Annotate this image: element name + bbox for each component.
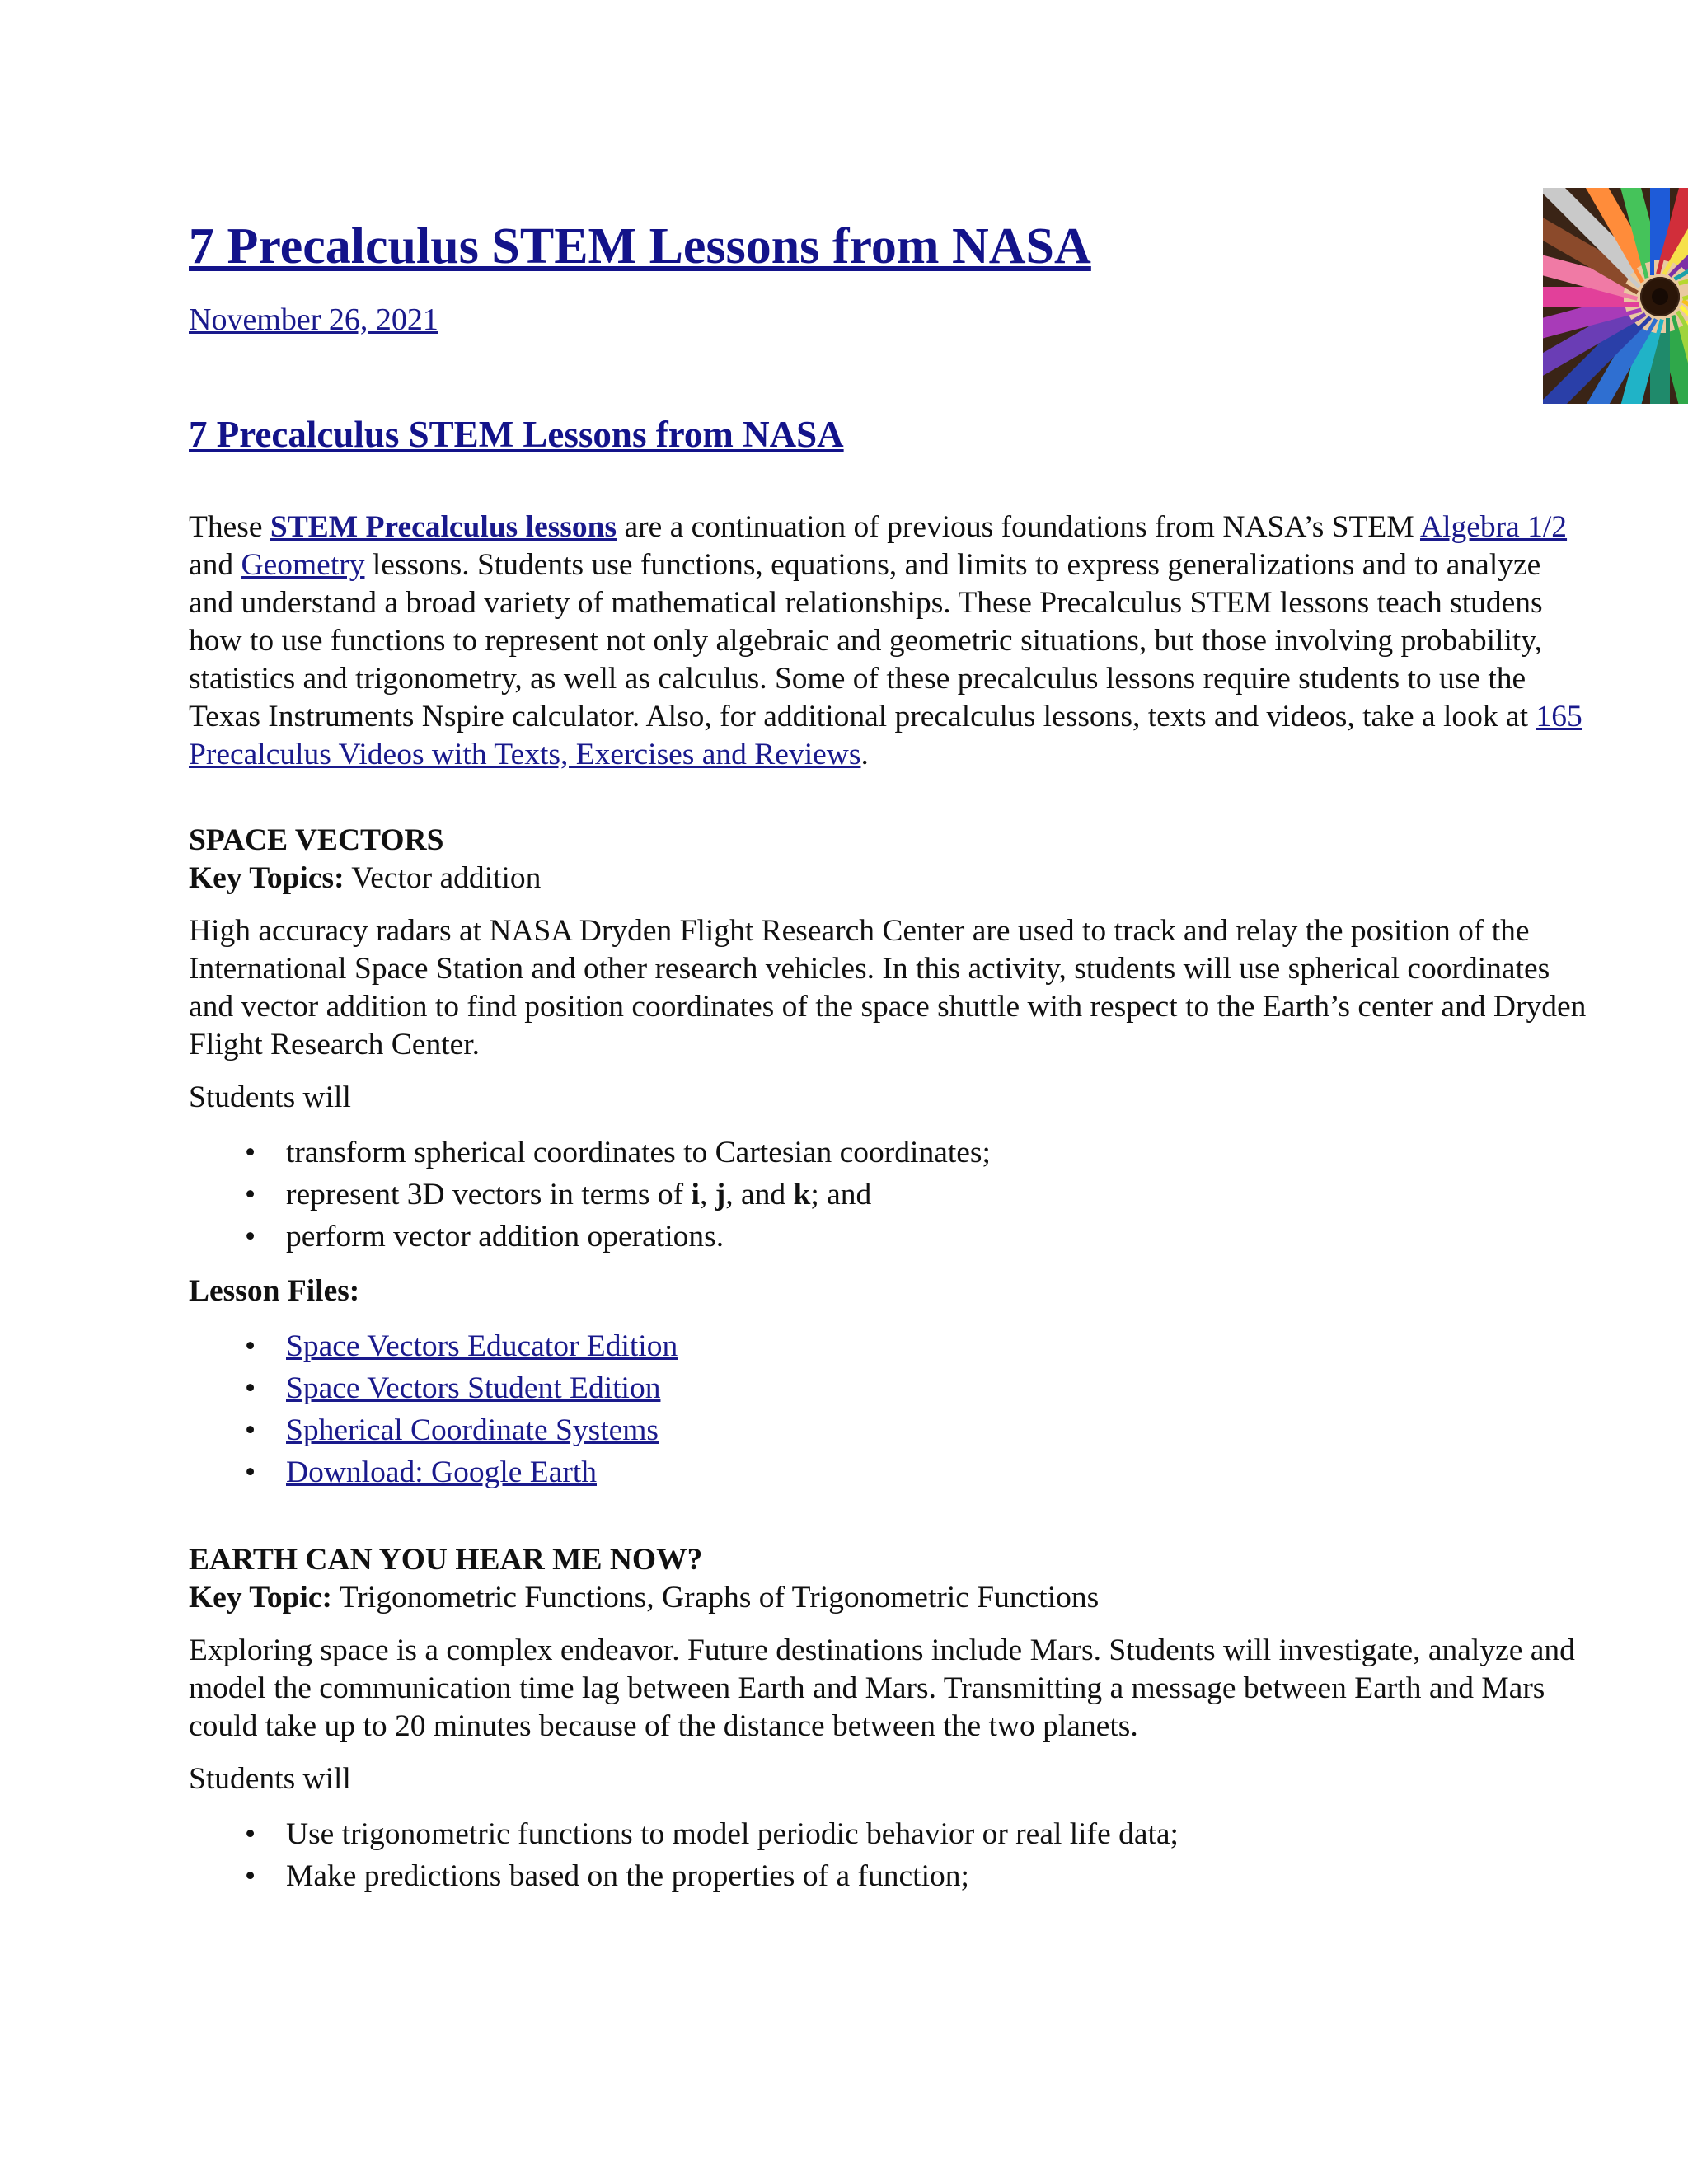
- intro-text-4: lessons. Students use functions, equations, and limits to express generalizations and to analyze and understand a broad variety of mathematical relationships. These Precalculus STEM lessons teach studens how to use functions to represent not only algebraic and geometric situations, but those involving probability, statistics and trigonometry, as well as calculus. Some of these precalculus lessons require students to use the Texas Instruments Nspire calculator. Also, for additional precalculus lessons, texts and videos, take a look at: [189, 548, 1543, 733]
- spherical-coordinate-systems-link[interactable]: Spherical Coordinate Systems: [286, 1413, 659, 1447]
- section-heading-earth: EARTH CAN YOU HEAR ME NOW?: [189, 1543, 703, 1577]
- list-item: [286, 1409, 1590, 1451]
- section-heading-space-vectors: SPACE VECTORS: [189, 823, 444, 857]
- vector-i: i: [691, 1178, 700, 1212]
- page-title: [189, 216, 1091, 277]
- lesson-files-label: Lesson Files:: [189, 1274, 360, 1308]
- vector-k: k: [793, 1178, 811, 1212]
- space-vectors-student-edition-link[interactable]: Space Vectors Student Edition: [286, 1371, 661, 1405]
- intro-text-2: are a continuation of previous foundations from NASA’s STEM: [617, 510, 1420, 544]
- vector-j: j: [715, 1178, 726, 1212]
- key-topic-label: Key Topic:: [189, 1581, 332, 1615]
- objective-text: ; and: [810, 1178, 872, 1212]
- earth-objectives: [189, 1813, 1590, 1897]
- article-subtitle-link[interactable]: 7 Precalculus STEM Lessons from NASA: [189, 414, 844, 455]
- list-item: [286, 1174, 1590, 1216]
- algebra-link[interactable]: Algebra 1/2: [1419, 510, 1568, 544]
- list-item: [286, 1451, 1590, 1493]
- students-will-label: Students will: [189, 1762, 351, 1796]
- earth-description: Exploring space is a complex endeavor. Future destinations include Mars. Students will investigate, analyze and model the communication time lag between Earth and Mars. Transmitting a message between Earth and Mars could take up to 20 minutes because of the distance between the two planets.: [189, 1633, 1575, 1743]
- space-vectors-objectives: [189, 1132, 1590, 1258]
- list-item: [286, 1325, 1590, 1367]
- intro-text-1: These: [189, 510, 270, 544]
- list-item: • Use trigonometric functions to model periodic behavior or real life data;: [286, 1813, 1590, 1855]
- list-item: • Make predictions based on the properties of a function;: [286, 1855, 1590, 1897]
- key-topic-value: Trigonometric Functions, Graphs of Trigonometric Functions: [332, 1581, 1100, 1615]
- list-item: • transform spherical coordinates to Cartesian coordinates;: [286, 1132, 1590, 1174]
- key-topics-value: Vector addition: [344, 861, 542, 895]
- space-vectors-educator-edition-link[interactable]: Space Vectors Educator Edition: [286, 1329, 678, 1363]
- intro-paragraph: [189, 509, 1590, 774]
- precalculus-videos-link[interactable]: 165 Precalculus Videos with Texts, Exercises and Reviews: [189, 700, 1582, 771]
- list-item: • perform vector addition operations.: [286, 1216, 1590, 1258]
- post-date-link[interactable]: November 26, 2021: [189, 302, 438, 337]
- key-topics-label: Key Topics:: [189, 861, 345, 895]
- students-will-label: Students will: [189, 1080, 351, 1114]
- page-title-link[interactable]: 7 Precalculus STEM Lessons from NASA: [189, 218, 1091, 274]
- list-item: [286, 1367, 1590, 1409]
- space-vectors-description: High accuracy radars at NASA Dryden Flight Research Center are used to track and relay the position of the International Space Station and other research vehicles. In this activity, students will use spherical coordinates and vector addition to find position coordinates of the space shuttle with respect to the Earth’s center and Dryden Flight Research Center.: [189, 914, 1587, 1062]
- objective-sep: ,: [699, 1178, 715, 1212]
- colored-pencils-image: [1543, 188, 1688, 404]
- stem-precalculus-lessons-link[interactable]: STEM Precalculus lessons: [270, 510, 617, 544]
- objective-text: represent 3D vectors in terms of: [286, 1178, 692, 1212]
- key-topics: [189, 860, 1590, 898]
- intro-text-5: .: [860, 738, 869, 771]
- colored-pencils-illustration: [1543, 188, 1688, 404]
- key-topic: [189, 1579, 1590, 1617]
- article-subtitle: [189, 412, 844, 457]
- article-content: [189, 509, 1590, 1912]
- pencil-tip: [1679, 288, 1688, 292]
- lesson-files-list: [189, 1325, 1590, 1493]
- objective-sep: , and: [725, 1178, 794, 1212]
- download-google-earth-link[interactable]: Download: Google Earth: [286, 1455, 597, 1489]
- intro-text-3: and: [189, 548, 241, 582]
- geometry-link[interactable]: Geometry: [241, 548, 365, 582]
